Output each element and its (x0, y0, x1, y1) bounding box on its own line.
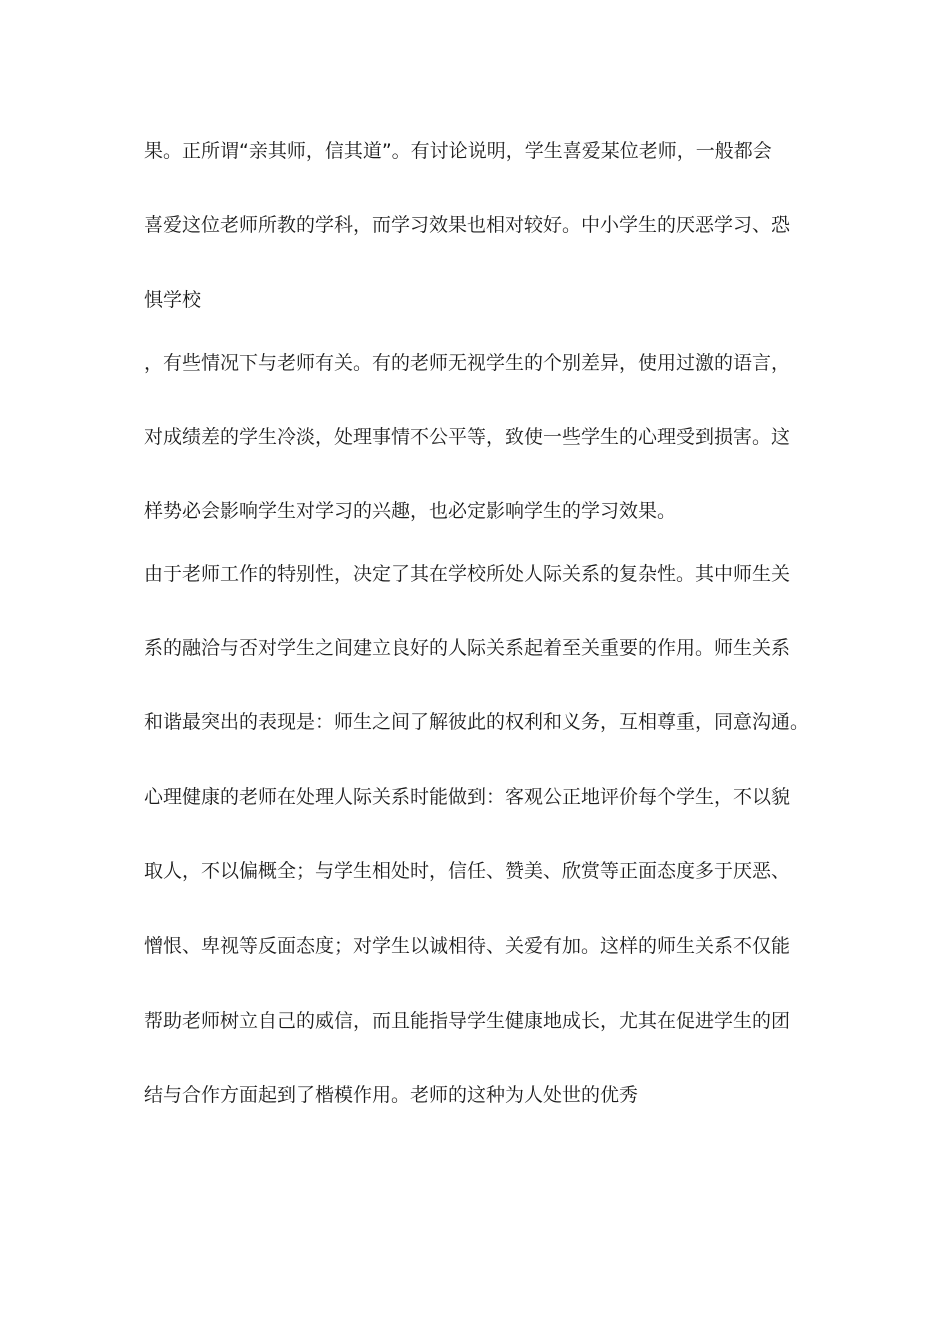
text-line: 样势必会影响学生对学习的兴趣，也必定影响学生的学习效果。 (144, 500, 677, 522)
text-line: 和谐最突出的表现是：师生之间了解彼此的权利和义务，互相尊重，同意沟通。 (144, 711, 810, 733)
text-line: 帮助老师树立自己的威信，而且能指导学生健康地成长，尤其在促进学生的团 (144, 1010, 791, 1032)
text-line: ，有些情况下与老师有关。有的老师无视学生的个别差异，使用过激的语言， (144, 352, 791, 374)
text-line: 取人，不以偏概全；与学生相处时，信任、赞美、欣赏等正面态度多于厌恶、 (144, 860, 791, 882)
text-line: 系的融洽与否对学生之间建立良好的人际关系起着至关重要的作用。师生关系 (144, 637, 791, 659)
text-line: 憎恨、卑视等反面态度；对学生以诚相待、关爱有加。这样的师生关系不仅能 (144, 935, 791, 957)
text-line: 惧学校 (144, 289, 202, 311)
text-line: 心理健康的老师在处理人际关系时能做到：客观公正地评价每个学生，不以貌 (144, 786, 791, 808)
text-line: 对成绩差的学生冷淡，处理事情不公平等，致使一些学生的心理受到损害。这 (144, 426, 791, 448)
text-line: 由于老师工作的特别性，决定了其在学校所处人际关系的复杂性。其中师生关 (144, 563, 791, 585)
text-line: 果。正所谓“亲其师，信其道”。有讨论说明，学生喜爱某位老师，一般都会 (144, 140, 772, 162)
text-line: 结与合作方面起到了楷模作用。老师的这种为人处世的优秀 (144, 1084, 639, 1106)
text-line: 喜爱这位老师所教的学科，而学习效果也相对较好。中小学生的厌恶学习、恐 (144, 214, 791, 236)
